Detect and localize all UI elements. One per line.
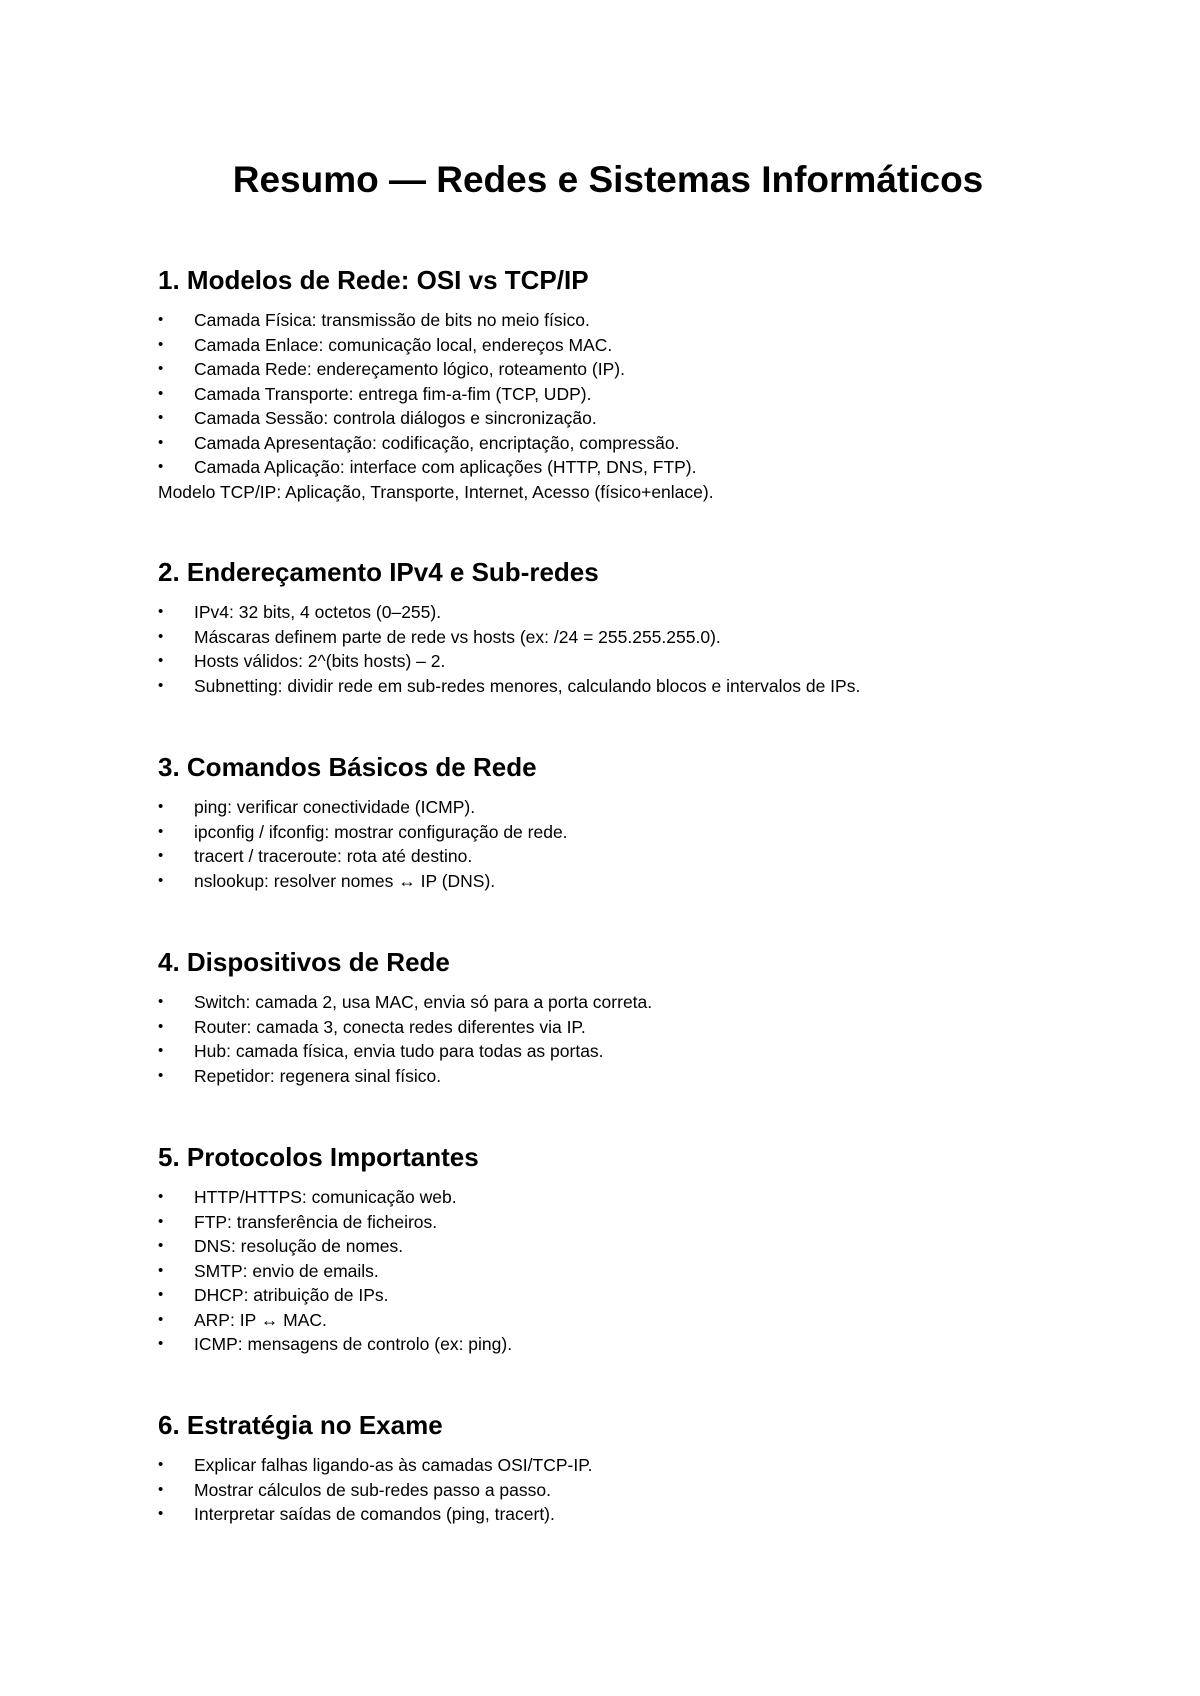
document-title: Resumo — Redes e Sistemas Informáticos — [232, 159, 984, 200]
bullet-icon: • — [158, 1261, 164, 1279]
bullet-icon: • — [158, 847, 164, 864]
list-item: • Camada Enlace: comunicação local, endereços MAC. — [158, 333, 1058, 358]
section-ipv4-subnets — [158, 556, 1058, 698]
bullet-icon: • — [158, 1335, 164, 1352]
list-item: • Hub: camada física, envia tudo para todas as portas. — [158, 1039, 1058, 1064]
section-heading: 6. Estratégia no Exame — [158, 1410, 443, 1440]
bullet-icon: • — [158, 360, 164, 377]
bullet-list — [158, 1185, 1058, 1357]
list-item: • Subnetting: dividir rede em sub-redes menores, calculando blocos e intervalos de IPs. — [158, 674, 1058, 699]
list-item: • SMTP: envio de emails. — [158, 1259, 1058, 1284]
bullet-icon: • — [158, 335, 164, 353]
bullet-icon: • — [158, 384, 164, 402]
bullet-icon: • — [158, 603, 164, 620]
bullet-icon: • — [158, 1237, 164, 1254]
list-item: • Máscaras definem parte de rede vs hosts (ex: /24 = 255.255.255.0). — [158, 625, 1058, 650]
list-item: • Camada Transporte: entrega fim-a-fim (TCP, UDP). — [158, 382, 1058, 407]
list-item: • Router: camada 3, conecta redes diferentes via IP. — [158, 1015, 1058, 1040]
bullet-icon: • — [158, 1480, 164, 1498]
list-item: • Camada Física: transmissão de bits no meio físico. — [158, 308, 1058, 333]
bullet-icon: • — [158, 1066, 164, 1084]
bullet-icon: • — [158, 1042, 164, 1059]
list-item: • Interpretar saídas de comandos (ping, tracert). — [158, 1502, 1058, 1527]
section-heading: 1. Modelos de Rede: OSI vs TCP/IP — [158, 265, 589, 295]
bullet-list — [158, 308, 1058, 480]
list-item: • tracert / traceroute: rota até destino. — [158, 844, 1058, 869]
section-network-devices — [158, 946, 1058, 1088]
bullet-icon: • — [158, 458, 164, 475]
list-item: • ICMP: mensagens de controlo (ex: ping). — [158, 1332, 1058, 1357]
list-item: • Mostrar cálculos de sub-redes passo a passo. — [158, 1478, 1058, 1503]
list-item: • Camada Aplicação: interface com aplicações (HTTP, DNS, FTP). — [158, 455, 1058, 480]
list-item: • Camada Rede: endereçamento lógico, roteamento (IP). — [158, 357, 1058, 382]
section-heading: 5. Protocolos Importantes — [158, 1142, 479, 1172]
bullet-icon: • — [158, 1310, 164, 1328]
list-item: • FTP: transferência de ficheiros. — [158, 1210, 1058, 1235]
bullet-icon: • — [158, 676, 164, 694]
list-item: • Switch: camada 2, usa MAC, envia só para a porta correta. — [158, 990, 1058, 1015]
bullet-icon: • — [158, 1212, 164, 1230]
list-item: • ping: verificar conectividade (ICMP). — [158, 795, 1058, 820]
bullet-icon: • — [158, 627, 164, 645]
list-item: • DHCP: atribuição de IPs. — [158, 1283, 1058, 1308]
bullet-icon: • — [158, 311, 164, 328]
list-item: • nslookup: resolver nomes ↔ IP (DNS). — [158, 869, 1058, 894]
list-item: • ipconfig / ifconfig: mostrar configuração de rede. — [158, 820, 1058, 845]
list-item: • Camada Sessão: controla diálogos e sincronização. — [158, 406, 1058, 431]
bullet-icon: • — [158, 871, 164, 889]
bullet-icon: • — [158, 1017, 164, 1035]
list-item: • Camada Apresentação: codificação, encriptação, compressão. — [158, 431, 1058, 456]
section-network-commands — [158, 751, 1058, 893]
bullet-icon: • — [158, 1456, 164, 1473]
list-item: • Hosts válidos: 2^(bits hosts) – 2. — [158, 649, 1058, 674]
bullet-icon: • — [158, 433, 164, 451]
list-item: • Explicar falhas ligando-as às camadas OSI/TCP-IP. — [158, 1453, 1058, 1478]
bullet-list — [158, 1453, 1058, 1527]
bullet-icon: • — [158, 993, 164, 1010]
section-heading: 4. Dispositivos de Rede — [158, 947, 450, 977]
bullet-icon: • — [158, 652, 164, 669]
section-note: Modelo TCP/IP: Aplicação, Transporte, Internet, Acesso (físico+enlace). — [158, 481, 714, 502]
bullet-icon: • — [158, 1505, 164, 1522]
list-item: • DNS: resolução de nomes. — [158, 1234, 1058, 1259]
section-heading: 2. Endereçamento IPv4 e Sub-redes — [158, 557, 599, 587]
bullet-icon: • — [158, 1188, 164, 1205]
bullet-list — [158, 795, 1058, 893]
bullet-icon: • — [158, 409, 164, 426]
section-osi-tcpip — [158, 264, 1058, 504]
list-item: • Repetidor: regenera sinal físico. — [158, 1064, 1058, 1089]
list-item: • ARP: IP ↔ MAC. — [158, 1308, 1058, 1333]
list-item: • HTTP/HTTPS: comunicação web. — [158, 1185, 1058, 1210]
bullet-list — [158, 990, 1058, 1088]
bullet-list — [158, 600, 1058, 698]
bullet-icon: • — [158, 798, 164, 815]
section-heading: 3. Comandos Básicos de Rede — [158, 752, 537, 782]
section-protocols — [158, 1141, 1058, 1357]
bullet-icon: • — [158, 1286, 164, 1303]
bullet-icon: • — [158, 822, 164, 840]
list-item: • IPv4: 32 bits, 4 octetos (0–255). — [158, 600, 1058, 625]
section-exam-strategy — [158, 1409, 1058, 1527]
